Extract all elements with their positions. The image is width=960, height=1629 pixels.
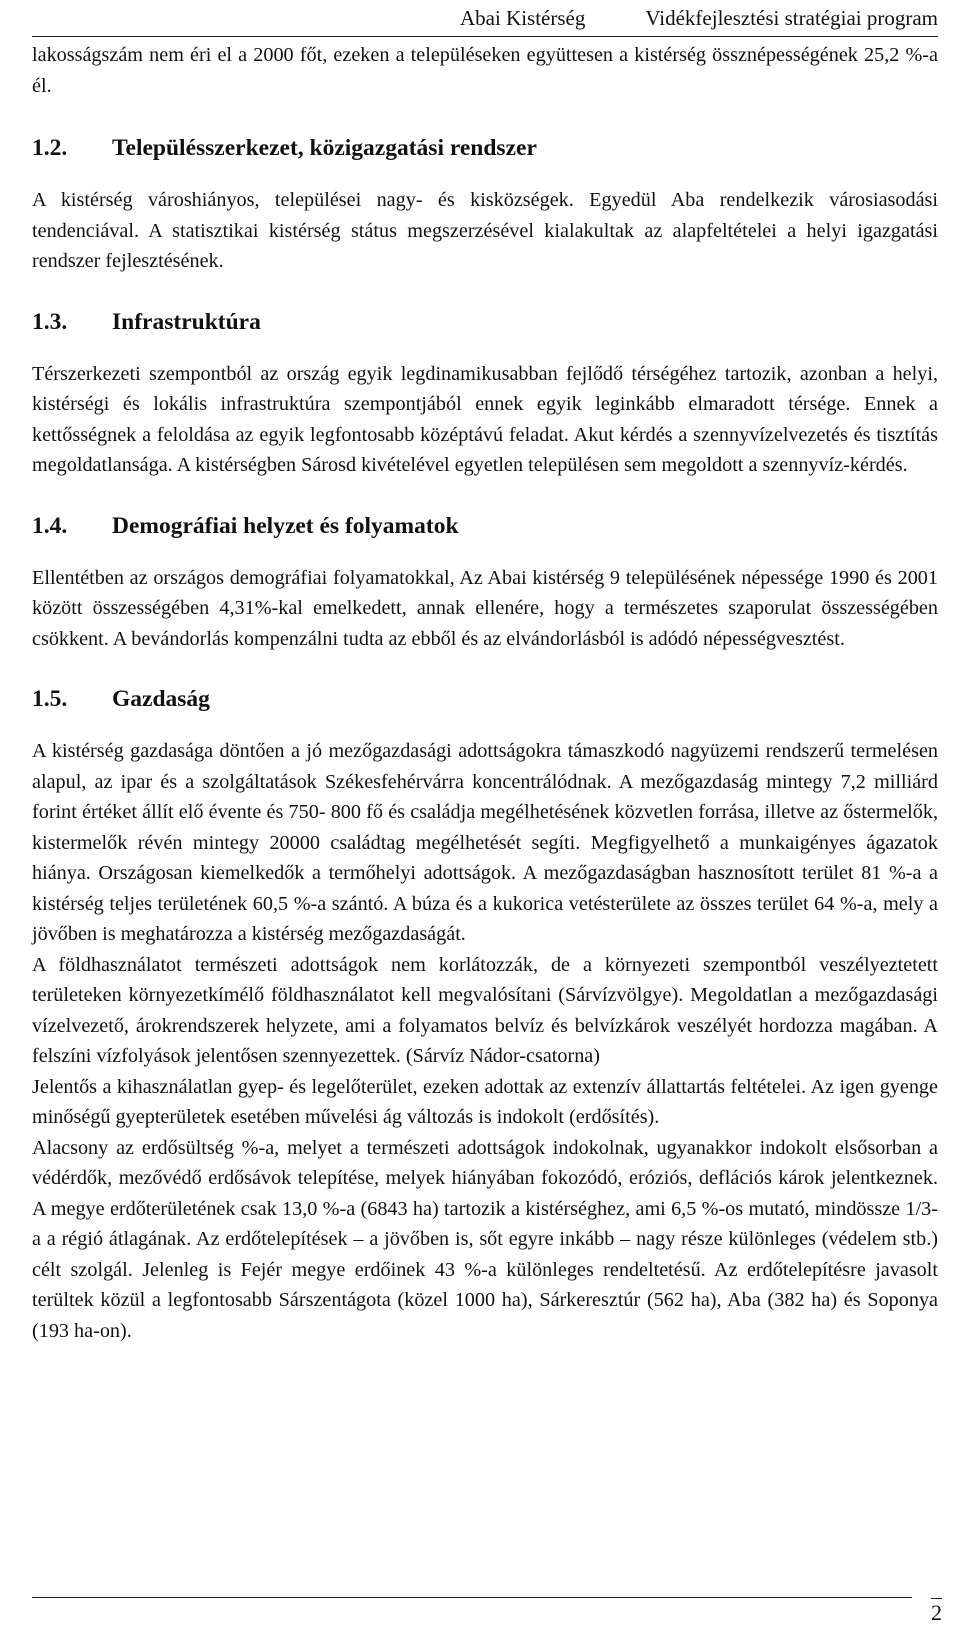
section-heading-1-4	[32, 511, 938, 541]
section-title: Demográfiai helyzet és folyamatok	[112, 512, 459, 539]
document-body	[32, 40, 938, 1346]
section-number: 1.5.	[32, 686, 68, 712]
page-number: 2	[931, 1600, 942, 1625]
section-paragraph: Ellentétben az országos demográfiai folyamatokkal, Az Abai kistérség 9 településének népessége 1990 és 2001 között összességében 4,31%-kal emelkedett, annak ellenére, hogy a természetes szaporulat összességében csökkent. A bevándorlás kompenzálni tudta az ebből és az elvándorlásból is adódó népességvesztést.	[32, 566, 938, 650]
section-number: 1.2.	[32, 135, 68, 161]
section-number: 1.3.	[32, 308, 68, 335]
header-right-text: Vidékfejlesztési stratégiai program	[645, 5, 938, 30]
section-number: 1.4.	[32, 512, 68, 539]
header-left-text: Abai Kistérség	[459, 5, 586, 30]
page-header	[32, 0, 938, 37]
section-paragraph: Térszerkezeti szempontból az ország egyik legdinamikusabban fejlődő térségéhez tartozik, azonban a helyi, kistérségi és lokális infrastruktúra szempontjából ennek egyik leginkább elmaradott térsége. Ennek a kettősségnek a feloldása az egyik legfontosabb középtávú feladat. Akut kérdés a szennyvízelvezetés és tisztítás megoldatlansága. A kistérségben Sárosd kivételével egyetlen településen sem megoldott a szennyvíz-kérdés.	[32, 362, 938, 476]
section-title: Infrastruktúra	[112, 308, 261, 335]
footer-divider	[32, 1597, 912, 1598]
intro-paragraph: lakosságszám nem éri el a 2000 főt, ezeken a településeken együttesen a kistérség össznépességének 25,2 %-a él.	[32, 44, 938, 97]
section-heading-1-2	[32, 133, 938, 163]
section-paragraph: A kistérség gazdasága döntően a jó mezőgazdasági adottságokra támaszkodó nagyüzemi rendszerű termelésen alapul, az ipar és a szolgáltatások Székesfehérvárra koncentrálódnak. A mezőgazdaság mintegy 7,2 milliárd forint értéket állít elő évente és 750- 800 fő és családja megélhetésének közvetlen forrása, illetve az őstermelők, kistermelők révén mintegy 20000 családtag megélhetését segíti. Megfigyelhető a munkaigényes ágazatok hiánya. Országosan kiemelkedők a termőhelyi adottságok. A mezőgazdaságban hasznosított terület 81 %-a a kistérség teljes területének 60,5 %-a szántó. A búza és a kukorica vetésterülete az összes terület 64 %-a, mely a jövőben is meghatározza a kistérség mezőgazdaságát.	[32, 740, 938, 945]
section-heading-1-5	[32, 684, 938, 714]
section-title: Településszerkezet, közigazgatási rendszer	[112, 135, 537, 161]
section-title: Gazdaság	[112, 686, 210, 712]
section-paragraph: Jelentős a kihasználatlan gyep- és legelőterület, ezeken adottak az extenzív állattartás feltételei. Az igen gyenge minőségű gyepterületek esetében művelési ág változás is indokolt (erdősítés).	[32, 1075, 938, 1128]
section-paragraph: A kistérség városhiányos, települései nagy- és kisközségek. Egyedül Aba rendelkezik városiasodási tendenciával. A statisztikai kistérség státus megszerzésével kialakultak az alapfeltételei a helyi igazgatási rendszer fejlesztésének.	[32, 189, 938, 272]
section-paragraph: Alacsony az erdősültség %-a, melyet a természeti adottságok indokolnak, ugyanakkor indokolt elsősorban a védérdők, mezővédő erdősávok telepítése, melyek hiányában fokozódó, eróziós, deflációs károk jelentkeznek. A megye erdőterületének csak 13,0 %-a (6843 ha) tartozik a kistérséghez, ami 6,5 %-os mutató, mindössze 1/3-a a régió átlagának. Az erdőtelepítések – a jövőben is, sőt egyre inkább – nagy része különleges (védelem stb.) célt szolgál. Jelenleg is Fejér megye erdőinek 43 %-a különleges rendeltetésű. Az erdőtelepítésre javasolt terültek közül a legfontosabb Sárszentágota (közel 1000 ha), Sárkeresztúr (562 ha), Aba (382 ha) és Soponya (193 ha-on).	[32, 1136, 938, 1342]
section-heading-1-3	[32, 307, 938, 337]
section-paragraph: A földhasználatot természeti adottságok nem korlátozzák, de a környezeti szempontból veszélyeztetett területeken környezetkímélő földhasználatot kell megvalósítani (Sárvízvölgye). Megoldatlan a mezőgazdasági vízelvezető, árokrendszerek helyzete, ami a folyamatos belvíz és belvízkárok veszélyét hordozza magában. A felszíni vízfolyások jelentősen szennyezettek. (Sárvíz Nádor-csatorna)	[32, 953, 938, 1067]
